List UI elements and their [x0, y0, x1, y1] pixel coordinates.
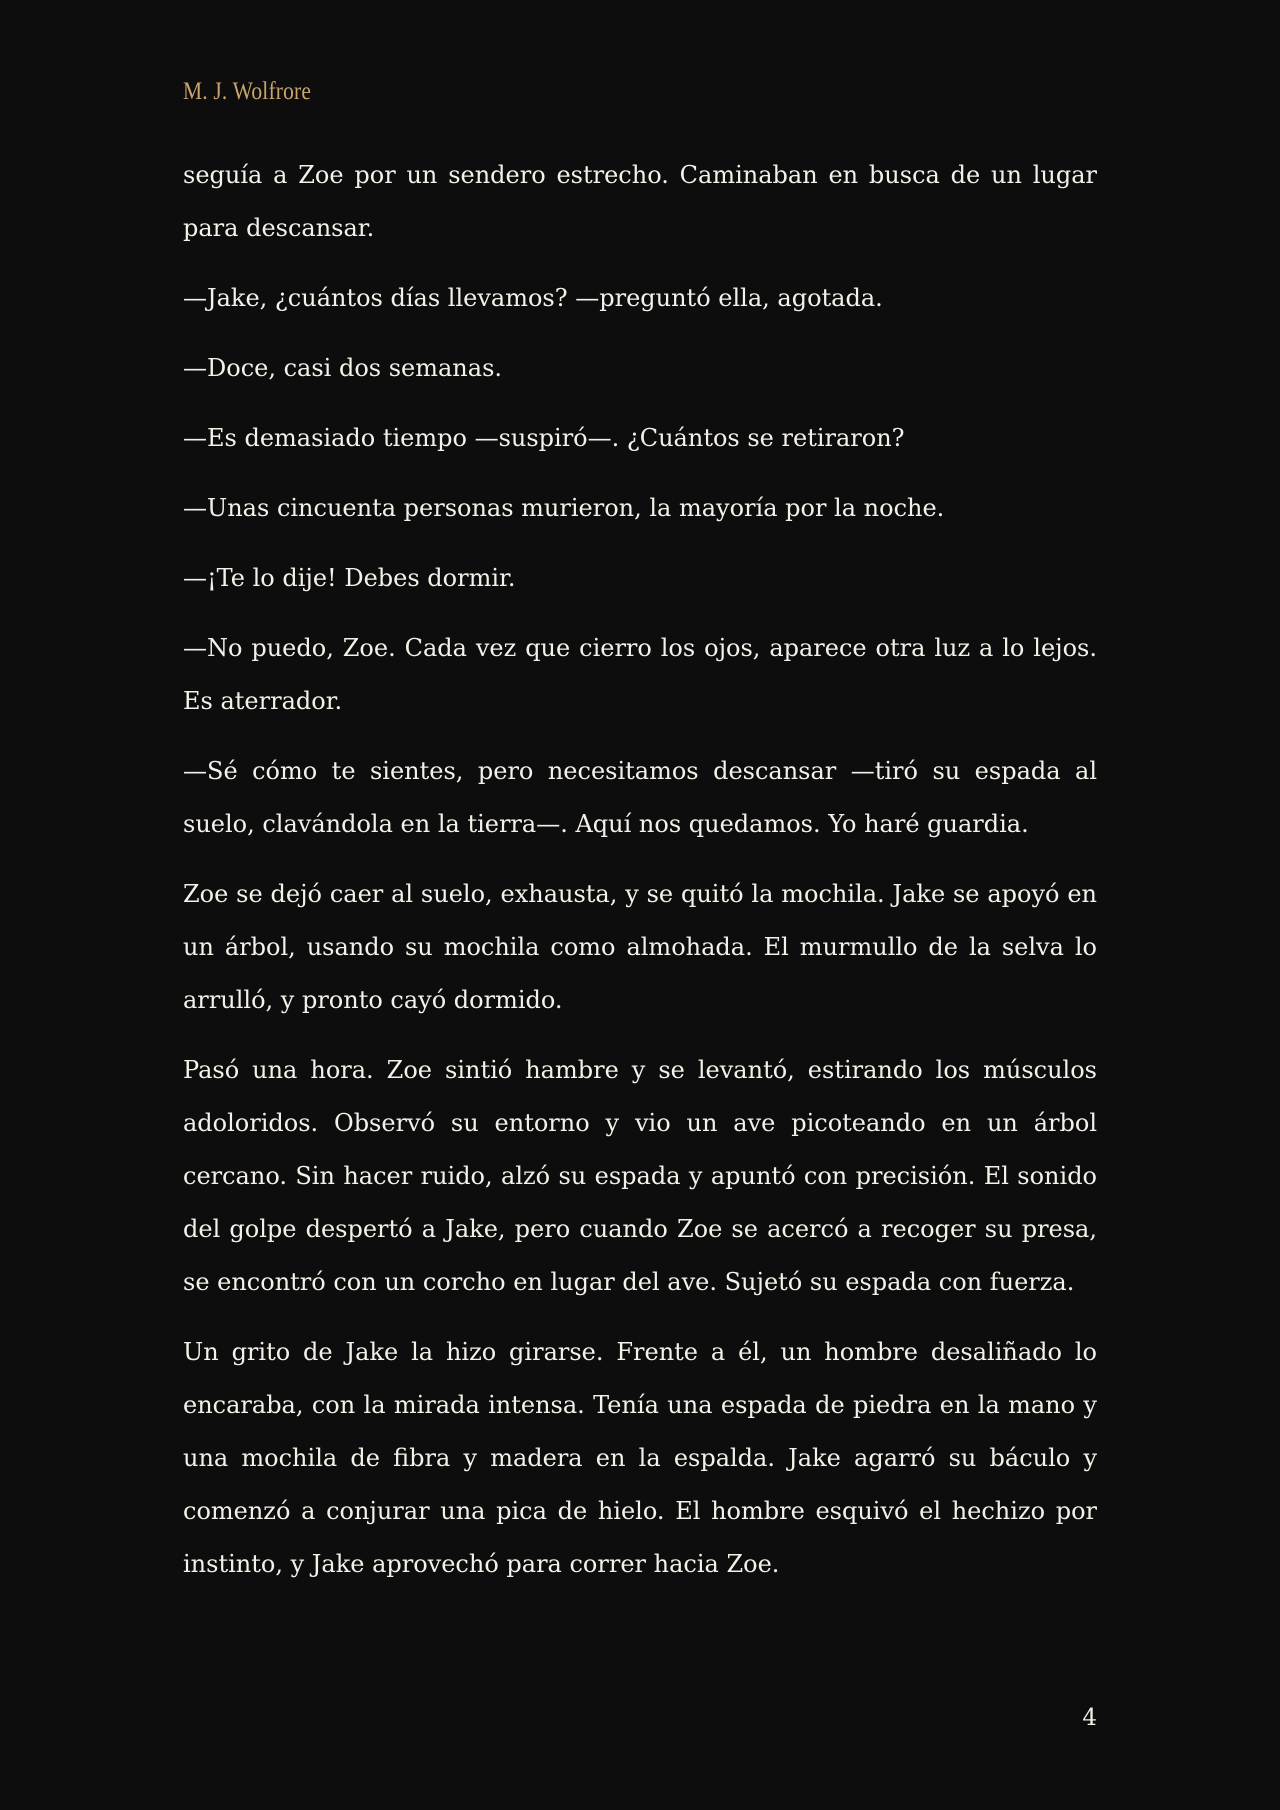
paragraph: Un grito de Jake la hizo girarse. Frente a él, un hombre desaliñado lo encaraba, con la mirada intensa. Tenía una espada de piedra en la mano y una mochila de fibra y madera en la espalda. Jake agarró su báculo y comenzó a conjurar una pica de hielo. El hombre esquivó el hechizo por instinto, y Jake aprovechó para correr hacia Zoe.: [183, 1338, 1097, 1578]
paragraph: —Es demasiado tiempo —suspiró—. ¿Cuántos se retiraron?: [183, 424, 905, 452]
running-head-author: M. J. Wolfrore: [183, 78, 312, 105]
paragraph: —Unas cincuenta personas murieron, la mayoría por la noche.: [183, 494, 945, 522]
paragraph: —Sé cómo te sientes, pero necesitamos descansar —tiró su espada al suelo, clavándola en la tierra—. Aquí nos quedamos. Yo haré guardia.: [183, 757, 1097, 838]
paragraph: seguía a Zoe por un sendero estrecho. Caminaban en busca de un lugar para descansar.: [183, 161, 1097, 242]
page-body: [183, 149, 1097, 1608]
paragraph: —No puedo, Zoe. Cada vez que cierro los ojos, aparece otra luz a lo lejos. Es aterrador.: [183, 634, 1097, 715]
page-number: 4: [1082, 1705, 1097, 1731]
paragraph: —¡Te lo dije! Debes dormir.: [183, 564, 516, 592]
paragraph: Pasó una hora. Zoe sintió hambre y se levantó, estirando los músculos adoloridos. Observó su entorno y vio un ave picoteando en un árbol cercano. Sin hacer ruido, alzó su espada y apuntó con precisión. El sonido del golpe despertó a Jake, pero cuando Zoe se acercó a recoger su presa, se encontró con un corcho en lugar del ave. Sujetó su espada con fuerza.: [183, 1056, 1097, 1296]
paragraph: —Doce, casi dos semanas.: [183, 354, 503, 382]
paragraph: —Jake, ¿cuántos días llevamos? —preguntó ella, agotada.: [183, 284, 883, 312]
paragraph: Zoe se dejó caer al suelo, exhausta, y se quitó la mochila. Jake se apoyó en un árbol, usando su mochila como almohada. El murmullo de la selva lo arrulló, y pronto cayó dormido.: [183, 880, 1097, 1014]
